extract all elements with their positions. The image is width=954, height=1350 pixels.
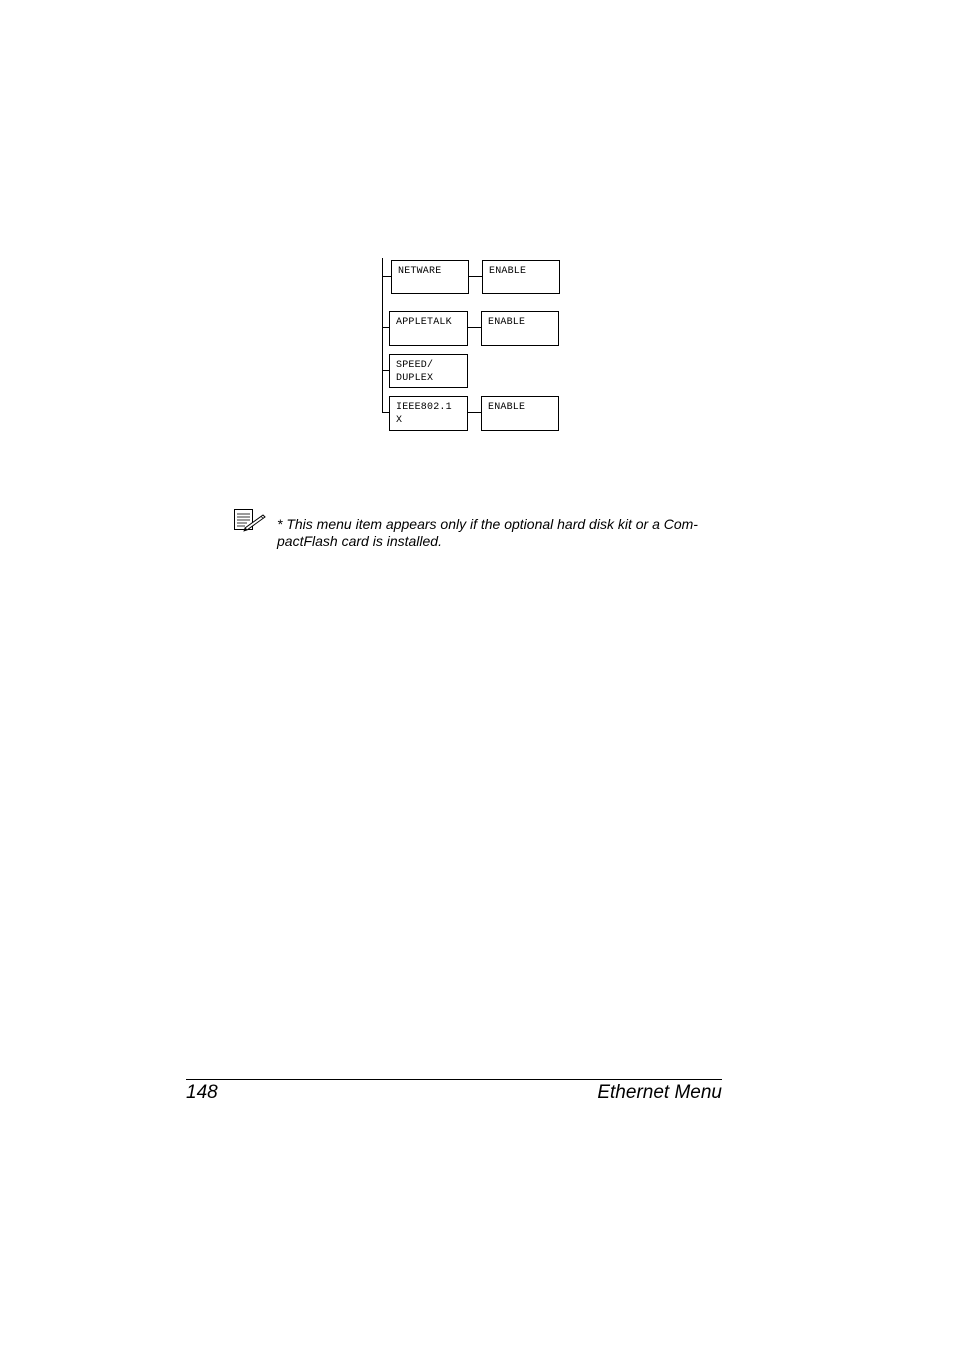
tree-branch-line	[382, 412, 389, 413]
note-pencil-icon	[233, 508, 267, 532]
footer-rule	[186, 1079, 722, 1080]
tree-branch-line	[382, 327, 389, 328]
menu-item-netware: NETWARE	[391, 260, 469, 294]
tree-branch-line	[382, 276, 391, 277]
option-connector-line	[467, 327, 481, 328]
menu-option-appletalk-enable: ENABLE	[481, 311, 559, 346]
menu-item-speed-duplex: SPEED/ DUPLEX	[389, 354, 468, 388]
note-text: * This menu item appears only if the optional hard disk kit or a Com- pactFlash card is installed.	[277, 516, 698, 549]
tree-branch-line	[382, 370, 389, 371]
menu-option-ieee8021x-enable: ENABLE	[481, 396, 559, 431]
menu-item-appletalk: APPLETALK	[389, 311, 468, 346]
menu-option-netware-enable: ENABLE	[482, 260, 560, 294]
tree-trunk-line	[382, 258, 383, 413]
section-title: Ethernet Menu	[597, 1082, 722, 1103]
option-connector-line	[468, 276, 482, 277]
page-number: 148	[186, 1082, 218, 1103]
option-connector-line	[467, 412, 481, 413]
menu-item-ieee8021x: IEEE802.1 X	[389, 396, 468, 431]
